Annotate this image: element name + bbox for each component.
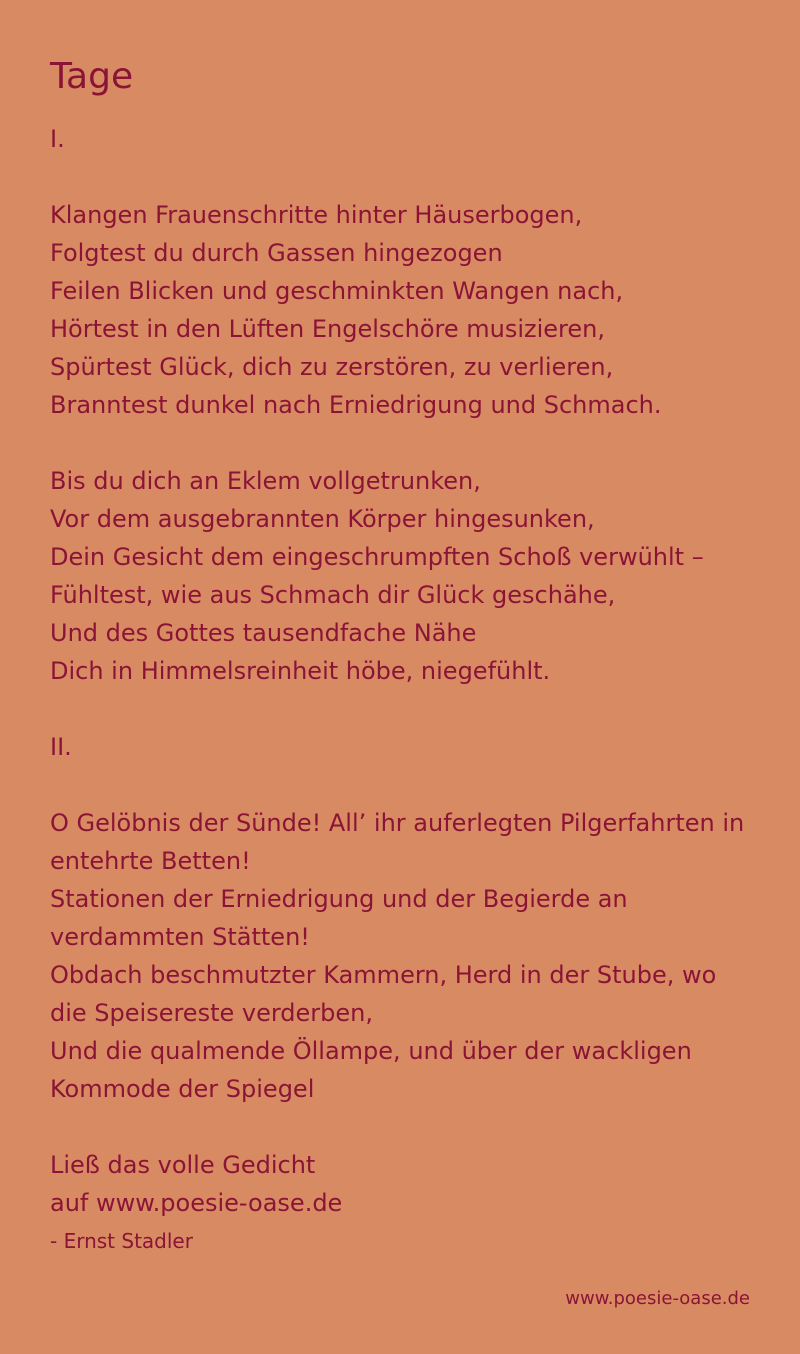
footer-website: www.poesie-oase.de [565, 1288, 750, 1309]
section-heading-1: I. [50, 125, 65, 153]
poem-line: Stationen der Erniedrigung und der Begierde an verdammten Stätten! [50, 885, 628, 951]
poem-line: Hörtest in den Lüften Engelschöre musizieren, [50, 315, 605, 343]
poem-author: - Ernst Stadler [50, 1229, 193, 1253]
poem-line: Klangen Frauenschritte hinter Häuserbogen, [50, 201, 583, 229]
section-heading-2: II. [50, 733, 72, 761]
poem-line: Vor dem ausgebrannten Körper hingesunken, [50, 505, 595, 533]
cta-line: Ließ das volle Gedicht [50, 1151, 316, 1179]
poem-line: Fühltest, wie aus Schmach dir Glück geschähe, [50, 581, 616, 609]
poem-line: Und des Gottes tausendfache Nähe [50, 619, 477, 647]
full-poem-cta [50, 1146, 750, 1222]
poem-line: Dein Gesicht dem eingeschrumpften Schoß verwühlt – [50, 543, 704, 571]
poem-line: Spürtest Glück, dich zu zerstören, zu verlieren, [50, 353, 614, 381]
poem-line: Folgtest du durch Gassen hingezogen [50, 239, 503, 267]
blank-line [50, 158, 750, 196]
poem-title: Tage [50, 56, 134, 97]
poem-line: O Gelöbnis der Sünde! All’ ihr auferlegten Pilgerfahrten in entehrte Betten! [50, 809, 745, 875]
poem-line: Feilen Blicken und geschminkten Wangen nach, [50, 277, 624, 305]
cta-link-text: auf www.poesie-oase.de [50, 1189, 343, 1217]
blank-line [50, 424, 750, 462]
poem-body [50, 120, 750, 1108]
poem-line: Branntest dunkel nach Erniedrigung und Schmach. [50, 391, 662, 419]
poem-line: Und die qualmende Öllampe, und über der wackligen Kommode der Spiegel [50, 1037, 692, 1103]
poem-line: Bis du dich an Eklem vollgetrunken, [50, 467, 481, 495]
blank-line [50, 766, 750, 804]
blank-line [50, 690, 750, 728]
poem-line: Obdach beschmutzter Kammern, Herd in der Stube, wo die Speisereste verderben, [50, 961, 717, 1027]
poem-line: Dich in Himmelsreinheit höbe, niegefühlt. [50, 657, 551, 685]
